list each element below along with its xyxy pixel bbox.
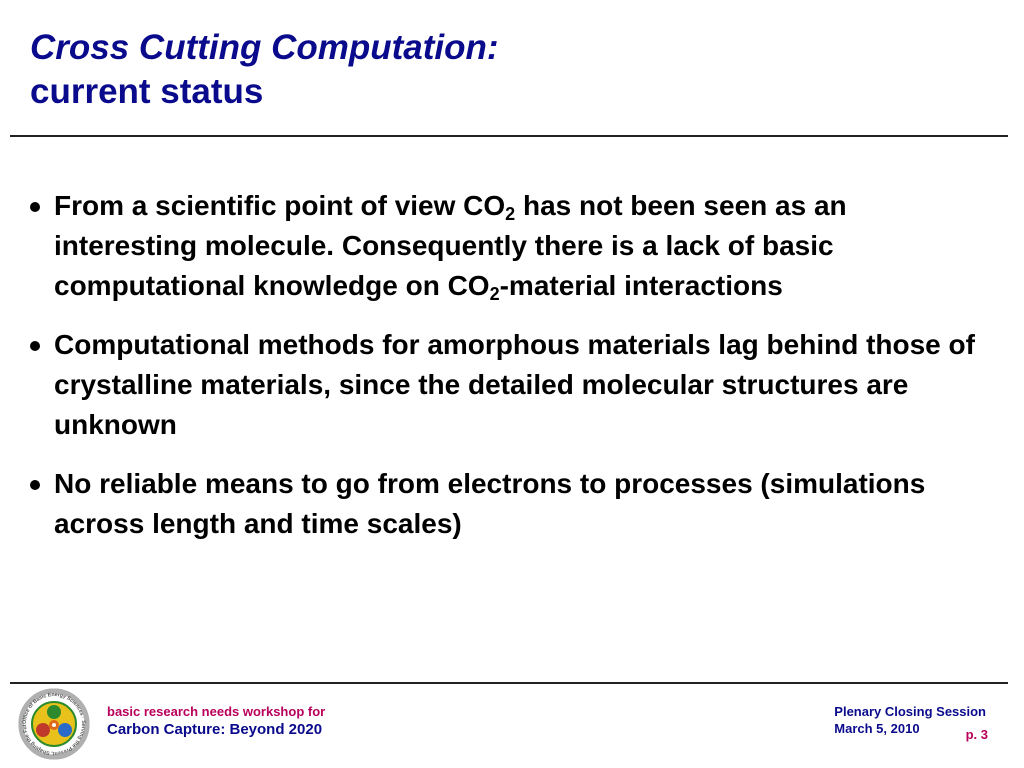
bullet-item-2 <box>26 325 986 445</box>
footer-divider <box>10 682 1008 684</box>
svg-text:Office of Basic Energy Science: Office of Basic Energy Sciences · Serving the Present, Shaping the Fut <box>21 691 87 757</box>
bullet-1-subscript-b: 2 <box>489 284 500 304</box>
bullet-1-text-b: has not been seen as an interesting molecule. Consequently there is a lack of basic computational knowledge on CO <box>54 190 847 301</box>
bullet-item-1 <box>26 186 986 306</box>
page-number: p. 3 <box>965 727 988 742</box>
slide-title <box>30 26 499 114</box>
bullet-1-text-a: From a scientific point of view CO <box>54 190 506 221</box>
bullet-dot-icon <box>30 202 40 212</box>
footer-workshop-line-2: Carbon Capture: Beyond 2020 <box>107 721 323 738</box>
footer-session-date: March 5, 2010 <box>834 721 920 736</box>
bullet-2-text: Computational methods for amorphous materials lag behind those of crystalline materials, since the detailed molecular structures are unknown <box>54 329 975 440</box>
title-line-1: Cross Cutting Computation: <box>30 28 499 67</box>
footer-workshop <box>107 703 325 739</box>
bullet-list <box>26 186 986 563</box>
bullet-dot-icon <box>30 341 40 351</box>
office-of-basic-energy-sciences-seal-icon <box>18 688 90 760</box>
title-divider <box>10 135 1008 137</box>
footer-workshop-line-1: basic research needs workshop for <box>107 704 326 719</box>
footer-session-name: Plenary Closing Session <box>834 704 986 719</box>
bullet-1-subscript-a: 2 <box>505 204 516 224</box>
bullet-3-text: No reliable means to go from electrons to processes (simulations across length and time scales) <box>54 468 926 539</box>
footer-session <box>834 703 986 737</box>
title-line-2: current status <box>30 72 264 111</box>
bullet-item-3 <box>26 464 986 544</box>
bullet-dot-icon <box>30 480 40 490</box>
bullet-1-text-c: -material interactions <box>499 270 783 301</box>
